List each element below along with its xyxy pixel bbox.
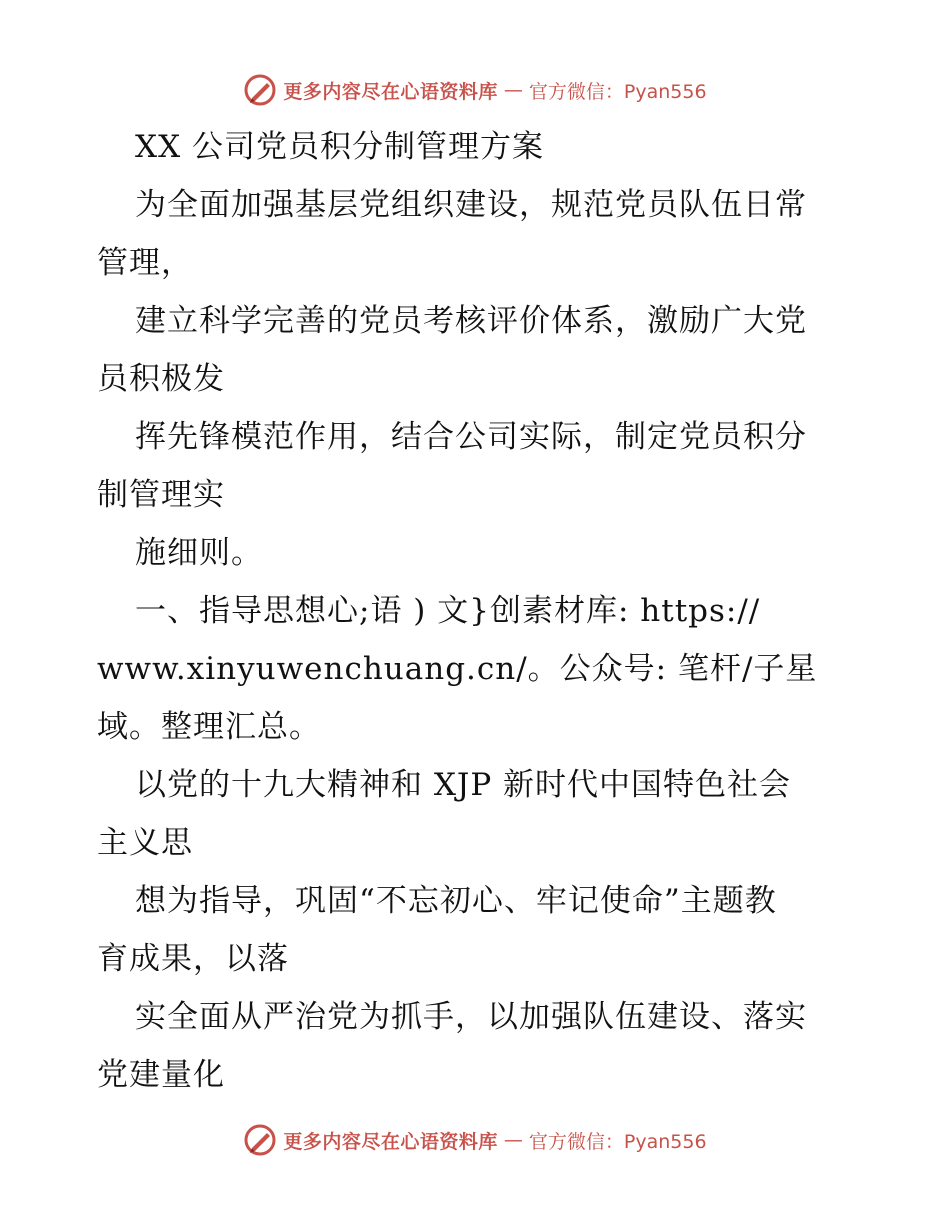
banner-text: 更多内容尽在心语资料库: [283, 1130, 498, 1153]
text-line: 实全面从严治党为抓手，以加强队伍建设、落实: [135, 999, 807, 1035]
section-heading: 一、指导思想心;语 ) 文}创素材库: https://: [135, 593, 761, 629]
text-line: 党建量化: [97, 1057, 225, 1093]
text-line: www.xinyuwenchuang.cn/。公众号: 笔杆/子星: [97, 651, 818, 687]
banner-contact: 官方微信：Pyan556: [528, 1130, 707, 1153]
text-line: 以党的十九大精神和 XJP 新时代中国特色社会: [135, 767, 792, 803]
banner-text: 更多内容尽在心语资料库: [283, 80, 498, 103]
document-body: [97, 118, 867, 1104]
footer-banner: [0, 1120, 950, 1160]
header-banner: [0, 70, 950, 110]
pen-logo-icon: [243, 73, 277, 107]
text-line: 施细则。: [135, 535, 263, 571]
text-line: 想为指导，巩固“不忘初心、牢记使命”主题教: [135, 883, 777, 919]
text-line: 域。整理汇总。: [97, 709, 321, 745]
text-line: 主义思: [97, 825, 193, 861]
text-line: 为全面加强基层党组织建设，规范党员队伍日常: [135, 187, 807, 223]
text-line: 育成果，以落: [97, 941, 289, 977]
pen-logo-icon: [243, 1123, 277, 1157]
text-line: 制管理实: [97, 477, 225, 513]
banner-separator: —: [503, 1129, 523, 1151]
text-line: 挥先锋模范作用，结合公司实际，制定党员积分: [135, 419, 807, 455]
banner-separator: —: [503, 79, 523, 101]
text-line: 管理，: [97, 245, 193, 281]
text-line: 建立科学完善的党员考核评价体系，激励广大党: [135, 303, 807, 339]
banner-contact: 官方微信：Pyan556: [528, 80, 707, 103]
text-line: 员积极发: [97, 361, 225, 397]
document-title: XX 公司党员积分制管理方案: [135, 129, 544, 165]
